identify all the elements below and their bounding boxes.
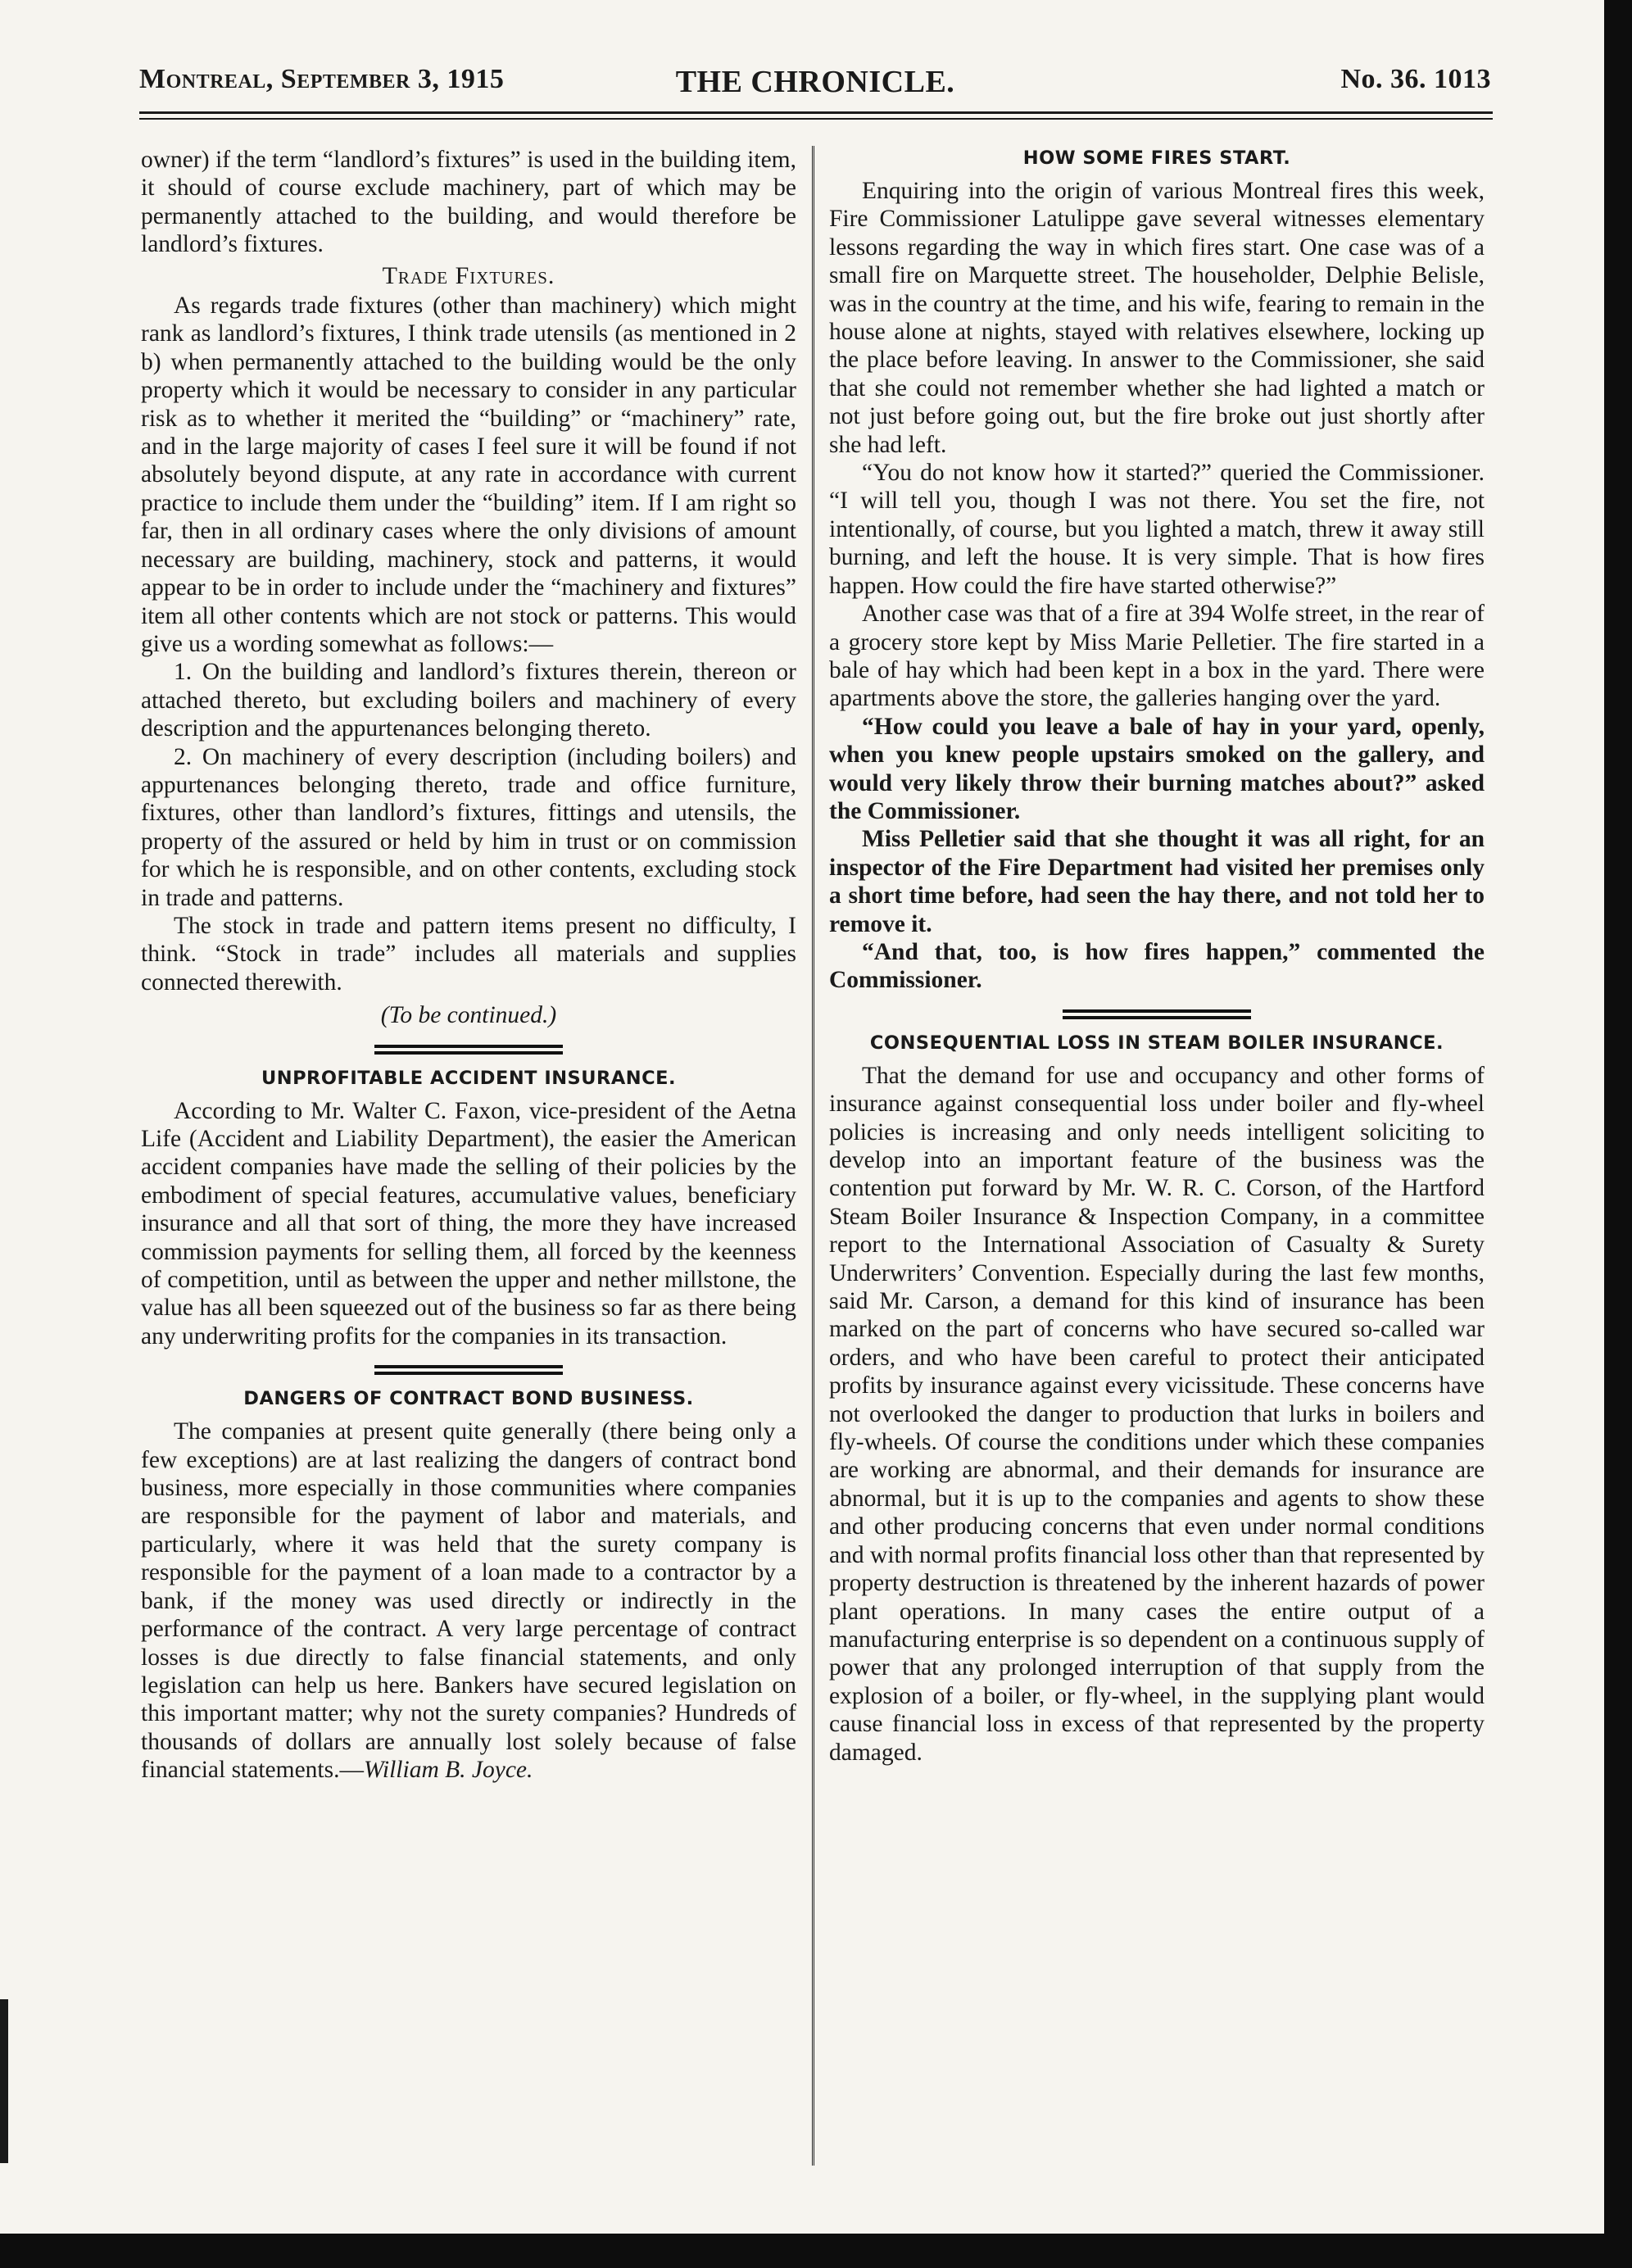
fires-heading: HOW SOME FIRES START. [1022, 147, 1291, 169]
article-paragraph: As regards trade fixtures (other than machinery) which might rank as landlord’s fixtures, I think trade utensils (as mentioned in 2 b) when permanently attached to the building would be the only property which it would be necessary to consider in any particular risk as to whether it merited the “building” or “machinery” rate, and in the large majority of cases I feel sure it will be found if not absolutely beyond dispute, at any rate in accordance with current practice to include them under the “building” item. If I am right so far, then in all ordinary cases where the only divisions of amount necessary are building, machinery, stock and patterns, it would appear to be in order to include under the “machinery and fixtures” item all other contents which are not stock or patterns. This would give us a wording somewhat as follows:— [141, 293, 796, 657]
section-rule [1063, 1009, 1251, 1019]
wording-item-1: 1. On the building and landlord’s fixtures therein, thereon or attached thereto, but excluding boilers and machinery of every description and the appurtenances belonging thereto. [141, 659, 796, 742]
scan-edge-bottom [0, 2234, 1632, 2268]
bond-signature: William B. Joyce. [363, 1757, 533, 1784]
boiler-heading: CONSEQUENTIAL LOSS IN STEAM BOILER INSURANCE. [869, 1032, 1444, 1054]
bond-heading: DANGERS OF CONTRACT BOND BUSINESS. [243, 1388, 694, 1410]
continued-note: (To be continued.) [380, 1002, 557, 1029]
article-paragraph: “How could you leave a bale of hay in your yard, openly, when you knew people upstairs smoked on the gallery, and would very likely throw their burning matches about?” asked the Commissioner. [829, 713, 1485, 824]
accident-heading: UNPROFITABLE ACCIDENT INSURANCE. [261, 1067, 677, 1089]
page-header [139, 64, 1491, 113]
right-column [829, 146, 1485, 1767]
section-subheading: Trade Fixtures. [382, 261, 555, 289]
article-paragraph: owner) if the term “landlord’s fixtures” is used in the building item, it should of course exclude machinery, part of which may be permanently attached to the building, and would therefore be landlord’s fixtures. [141, 147, 796, 258]
bond-body-text: The companies at present quite generally (there being only a few exceptions) are at last realizing the dangers of contract bond business, more especially in those communities where companies are responsible for the payment of labor and materials, and particularly, where it was held that the surety company is responsible for the payment of a loan made to a contractor by a bank, if the money was used directly or indirectly in the performance of the contract. A very large percentage of contract losses is due directly to false financial statements, and only legislation can help us here. Bankers have secured legislation on this important matter; why not the surety companies? Hundreds of thousands of dollars are annually lost solely because of false financial statements.— [141, 1418, 796, 1784]
section-rule [374, 1365, 563, 1375]
column-divider [812, 146, 814, 2166]
article-paragraph: The stock in trade and pattern items present no difficulty, I think. “Stock in trade” includes all materials and supplies connected therewith. [141, 912, 796, 996]
header-rule [139, 111, 1493, 120]
boiler-body: That the demand for use and occupancy and other forms of insurance against consequential loss under boiler and fly-wheel policies is increasing and only needs intelligent soliciting to develop into an important feature of the business was the contention put forward by Mr. W. R. C. Corson, of the Hartford Steam Boiler Insurance & Inspection Company, in a committee report to the International Association of Casualty & Surety Underwriters’ Convention. Especially during the last few months, said Mr. Carson, a demand for this kind of insurance has been marked on the part of concerns who have secured so-called war orders, and who have been careful to protect their anticipated profits by insurance against every vicissitude. These concerns have not overlooked the danger to production that lurks in boilers and fly-wheels. Of course the conditions under which these companies are working are abnormal, and their demands for insurance are abnormal, but it is up to the companies and agents to show these and other producing concerns that even under normal conditions and with normal profits financial loss other than that represented by property destruction is threatened by the inherent hazards of power plant operations. In many cases the entire output of a manufacturing enterprise is so dependent on a continuous supply of power that any prolonged interruption of that supply from the explosion of a boiler, or fly-wheel, in the supplying plant would cause financial loss in excess of that represented by the property damaged. [829, 1062, 1485, 1766]
wording-item-2: 2. On machinery of every description (including boilers) and appurtenances belonging thereto, trade and office furniture, fixtures, other than landlord’s fixtures, fittings and utensils, the property of the assured or held by him in trust or on commission for which he is responsible, and on other contents, excluding stock in trade and patterns. [141, 743, 796, 911]
scan-edge-right [1604, 0, 1632, 2268]
article-paragraph: “You do not know how it started?” queried the Commissioner. “I will tell you, though I was not there. You set the fire, not intentionally, of course, but you lighted a match, threw it away still burning, and left the house. It is very simple. That is how fires happen. How could the fire have started otherwise?” [829, 460, 1485, 599]
article-paragraph: “And that, too, is how fires happen,” commented the Commissioner. [829, 938, 1485, 994]
header-title: THE CHRONICLE. [675, 65, 955, 99]
article-paragraph: Enquiring into the origin of various Montreal fires this week, Fire Commissioner Latulippe gave several witnesses elementary lessons regarding the way in which fires start. One case was of a small fire on Marquette street. The householder, Delphie Belisle, was in the country at the time, and his wife, fearing to remain in the house alone at nights, stayed with relatives elsewhere, locking up the place before leaving. In answer to the Commissioner, she said that she could not remember whether she had lighted a match or not just before going out, but the fire broke out just shortly after she had left. [829, 178, 1485, 458]
accident-body: According to Mr. Walter C. Faxon, vice-president of the Aetna Life (Accident and Liability Department), the easier the American accident companies have made the selling of their policies by the embodiment of special features, accumulative values, beneficiary insurance and all that sort of thing, the more they have increased commission payments for selling them, all forced by the keenness of competition, until as between the upper and nether millstone, the value has all been squeezed out of the business so far as there being any underwriting profits for the companies in its transaction. [141, 1097, 796, 1349]
article-paragraph: Another case was that of a fire at 394 Wolfe street, in the rear of a grocery store kept by Miss Marie Pelletier. The fire started in a bale of hay which had been kept in a box in the yard. There were apartments above the store, the galleries hanging over the yard. [829, 601, 1485, 712]
scan-edge-left-mark [0, 1999, 8, 2163]
left-column [141, 146, 796, 1785]
header-page-number: No. 36. 1013 [1340, 64, 1491, 94]
bond-body [141, 1418, 796, 1784]
article-paragraph: Miss Pelletier said that she thought it was all right, for an inspector of the Fire Department had visited her premises only a short time before, had seen the hay there, and not told her to remove it. [829, 826, 1485, 937]
header-date: Montreal, September 3, 1915 [139, 64, 505, 94]
section-rule [374, 1045, 563, 1055]
